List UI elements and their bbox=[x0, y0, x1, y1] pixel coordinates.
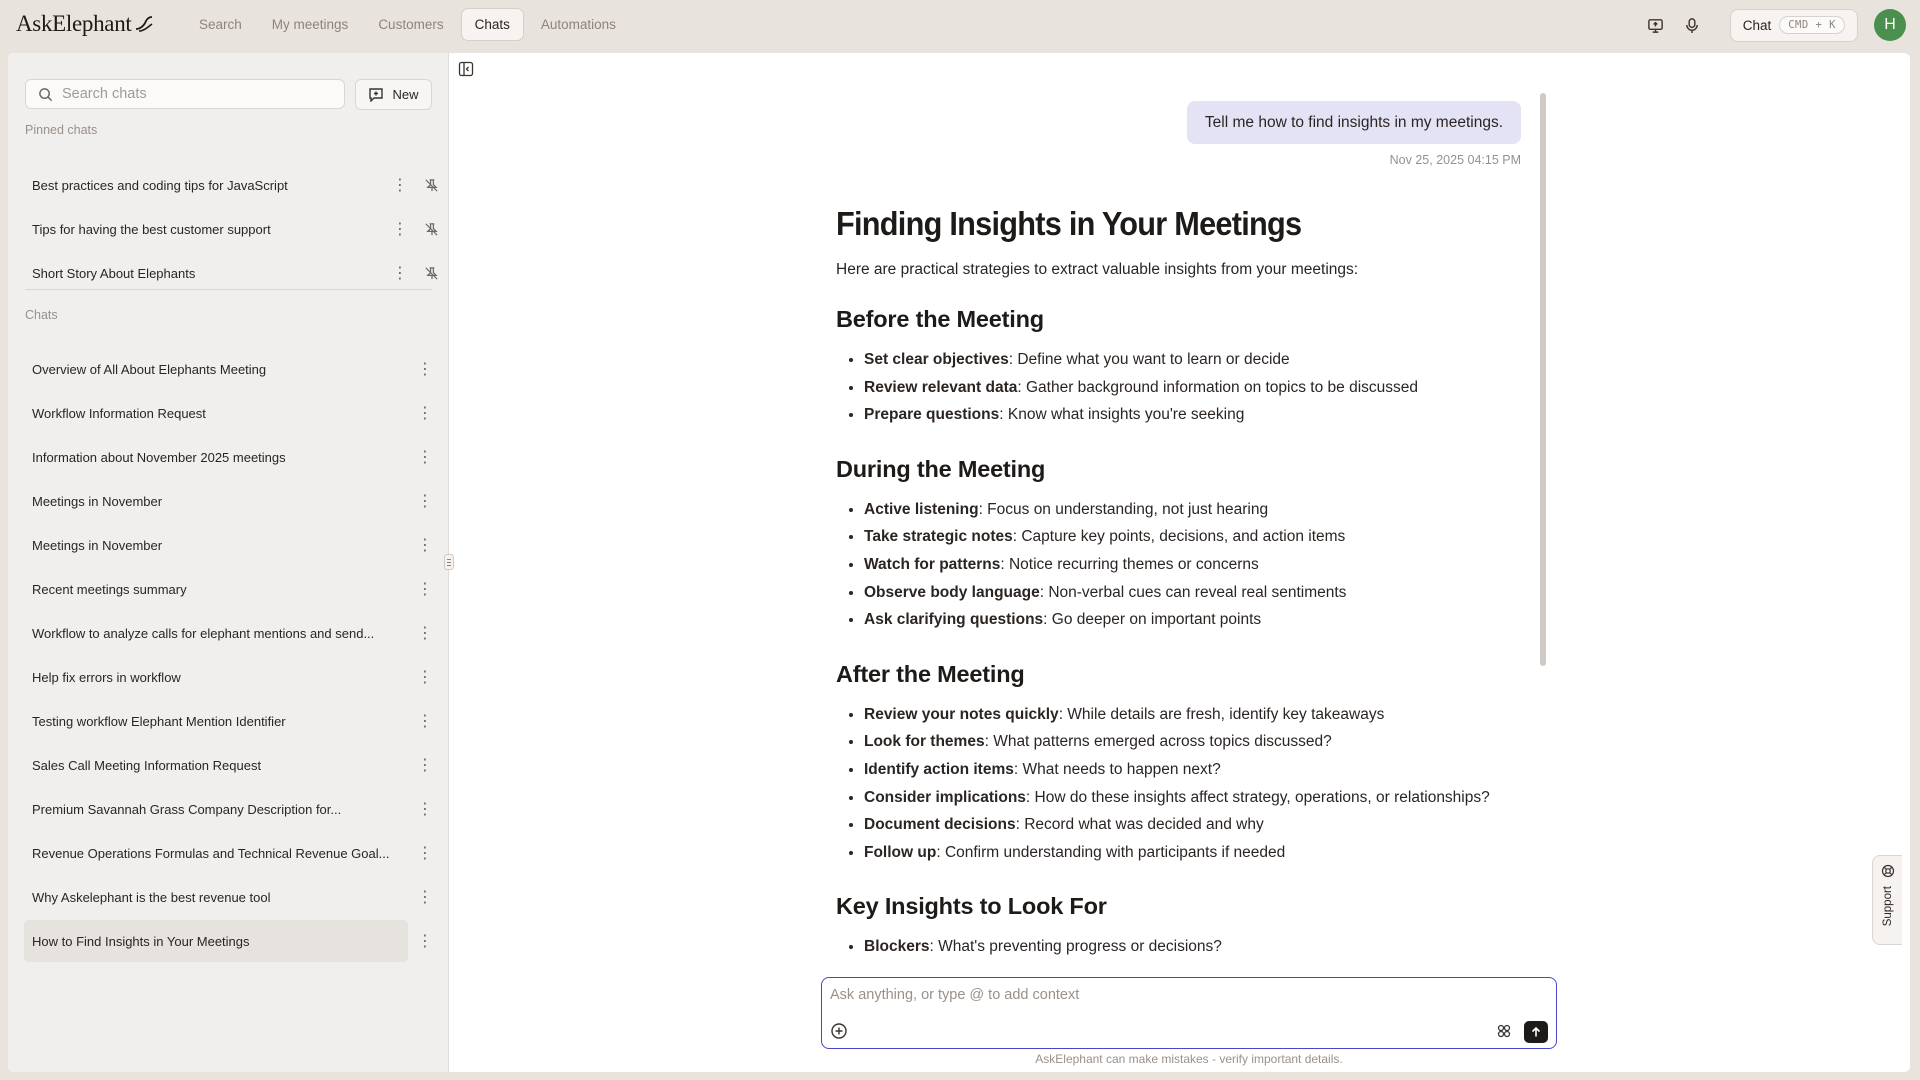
chat-list-item-selected[interactable] bbox=[24, 920, 432, 962]
ai-tools-icon[interactable] bbox=[1496, 1023, 1514, 1041]
chat-title: Sales Call Meeting Information Request bbox=[32, 757, 262, 773]
assistant-answer bbox=[836, 175, 1556, 961]
support-label: Support bbox=[1881, 886, 1894, 927]
nav-my-meetings[interactable]: My meetings bbox=[271, 17, 349, 32]
unpin-icon[interactable] bbox=[422, 219, 440, 239]
list-item: • Observe body language: Non-verbal cues can reveal real sentiments bbox=[864, 579, 1556, 607]
more-options-icon[interactable]: ⋮ bbox=[392, 265, 408, 282]
chat-shortcut-button[interactable] bbox=[1730, 9, 1858, 42]
chat-title: Help fix errors in workflow bbox=[32, 669, 181, 685]
search-icon bbox=[38, 87, 53, 102]
chat-title: Workflow Information Request bbox=[32, 405, 206, 421]
more-options-icon[interactable]: ⋮ bbox=[417, 933, 433, 950]
user-avatar[interactable]: H bbox=[1874, 9, 1906, 41]
keyboard-shortcut: CMD + K bbox=[1779, 16, 1845, 34]
more-options-icon[interactable]: ⋮ bbox=[417, 669, 433, 686]
section-heading: Key Insights to Look For bbox=[836, 893, 1107, 920]
user-message: Tell me how to find insights in my meetings. bbox=[1187, 101, 1521, 144]
bullet-list bbox=[836, 496, 1556, 634]
new-chat-button[interactable] bbox=[355, 79, 432, 110]
chat-list-item[interactable] bbox=[24, 788, 432, 830]
list-item: • Watch for patterns: Notice recurring themes or concerns bbox=[864, 551, 1556, 579]
support-tab[interactable] bbox=[1872, 855, 1902, 945]
chat-list-item[interactable] bbox=[24, 700, 432, 742]
chat-list-item[interactable] bbox=[24, 436, 432, 478]
list-item: • Review relevant data: Gather background information on topics to be discussed bbox=[864, 374, 1556, 402]
more-options-icon[interactable]: ⋮ bbox=[417, 713, 433, 730]
chat-title: Premium Savannah Grass Company Description for... bbox=[32, 801, 342, 817]
app-logo[interactable] bbox=[16, 11, 154, 37]
list-item: • Document decisions: Record what was decided and why bbox=[864, 811, 1556, 839]
nav-search[interactable]: Search bbox=[199, 17, 242, 32]
chat-sidebar bbox=[8, 53, 449, 1072]
chat-list-item[interactable] bbox=[24, 392, 432, 434]
add-context-icon[interactable] bbox=[830, 1022, 850, 1042]
list-item: • Prepare questions: Know what insights you're seeking bbox=[864, 401, 1556, 429]
list-item: • Review your notes quickly: While details are fresh, identify key takeaways bbox=[864, 701, 1556, 729]
pinned-chat-item[interactable] bbox=[24, 164, 432, 206]
answer-intro: Here are practical strategies to extract valuable insights from your meetings: bbox=[836, 261, 1359, 278]
chat-list-item[interactable] bbox=[24, 480, 432, 522]
more-options-icon[interactable]: ⋮ bbox=[392, 177, 408, 194]
elephant-trunk-icon bbox=[134, 14, 154, 34]
pinned-chat-item[interactable] bbox=[24, 208, 432, 250]
list-item: • Ask clarifying questions: Go deeper on important points bbox=[864, 606, 1556, 634]
chat-list-item[interactable] bbox=[24, 876, 432, 918]
support-icon bbox=[1881, 864, 1895, 878]
section-heading: Before the Meeting bbox=[836, 306, 1044, 332]
bullet-list bbox=[836, 701, 1556, 867]
chats-heading: Chats bbox=[25, 308, 58, 322]
main-nav bbox=[186, 8, 629, 41]
chat-list-item[interactable] bbox=[24, 612, 432, 654]
list-item: • Active listening: Focus on understanding, not just hearing bbox=[864, 496, 1556, 524]
chat-title: Revenue Operations Formulas and Technical Revenue Goal... bbox=[32, 845, 390, 861]
list-item: • Identify action items: What needs to happen next? bbox=[864, 756, 1556, 784]
chat-list-item[interactable] bbox=[24, 656, 432, 698]
search-chats-input[interactable] bbox=[62, 86, 322, 102]
chat-title: Workflow to analyze calls for elephant mentions and send... bbox=[32, 625, 375, 641]
chat-title: Meetings in November bbox=[32, 537, 163, 553]
nav-automations[interactable]: Automations bbox=[540, 17, 616, 32]
more-options-icon[interactable]: ⋮ bbox=[417, 889, 433, 906]
list-item: • Follow up: Confirm understanding with participants if needed bbox=[864, 839, 1556, 867]
chat-title: Why Askelephant is the best revenue tool bbox=[32, 889, 271, 905]
more-options-icon[interactable]: ⋮ bbox=[417, 537, 433, 554]
message-timestamp: Nov 25, 2025 04:15 PM bbox=[1389, 153, 1521, 167]
chat-list-item[interactable] bbox=[24, 832, 432, 874]
top-right-controls bbox=[1638, 8, 1906, 42]
sidebar-divider bbox=[25, 289, 432, 290]
more-options-icon[interactable]: ⋮ bbox=[392, 221, 408, 238]
chat-title: How to Find Insights in Your Meetings bbox=[32, 933, 250, 949]
list-item: • Blockers: What's preventing progress or decisions? bbox=[864, 933, 1556, 961]
top-bar bbox=[0, 0, 1920, 50]
chat-title: Recent meetings summary bbox=[32, 581, 187, 597]
nav-customers[interactable]: Customers bbox=[378, 17, 444, 32]
more-options-icon[interactable]: ⋮ bbox=[417, 625, 433, 642]
new-chat-label: New bbox=[392, 87, 419, 102]
chat-title: Short Story About Elephants bbox=[32, 265, 196, 281]
more-options-icon[interactable]: ⋮ bbox=[417, 449, 433, 466]
chat-main bbox=[450, 53, 1910, 1072]
section-heading: During the Meeting bbox=[836, 455, 1046, 482]
chat-title: Overview of All About Elephants Meeting bbox=[32, 361, 267, 377]
disclaimer-text: AskElephant can make mistakes - verify important details. bbox=[1035, 1052, 1343, 1066]
arrow-up-icon bbox=[1530, 1026, 1542, 1038]
chat-list-item[interactable] bbox=[24, 568, 432, 610]
new-chat-icon bbox=[368, 87, 384, 102]
list-item: • Set clear objectives: Define what you want to learn or decide bbox=[864, 346, 1556, 374]
unpin-icon[interactable] bbox=[422, 263, 440, 283]
chat-title: Tips for having the best customer support bbox=[32, 221, 271, 237]
pinned-chats-heading: Pinned chats bbox=[25, 123, 98, 137]
chat-button-label: Chat bbox=[1742, 17, 1772, 33]
answer-title: Finding Insights in Your Meetings bbox=[836, 205, 1302, 242]
message-composer[interactable] bbox=[821, 977, 1557, 1049]
more-options-icon[interactable]: ⋮ bbox=[417, 801, 433, 818]
chat-list-item[interactable] bbox=[24, 348, 432, 390]
list-item: • Look for themes: What patterns emerged across topics discussed? bbox=[864, 728, 1556, 756]
more-options-icon[interactable]: ⋮ bbox=[417, 361, 433, 378]
more-options-icon[interactable]: ⋮ bbox=[417, 757, 433, 774]
chat-list-item[interactable] bbox=[24, 524, 432, 566]
list-item: • Consider implications: How do these insights affect strategy, operations, or relationships? bbox=[864, 784, 1556, 812]
screen-share-icon[interactable] bbox=[1638, 8, 1674, 42]
chat-title: Meetings in November bbox=[32, 493, 163, 509]
chat-list-item[interactable] bbox=[24, 744, 432, 786]
more-options-icon[interactable]: ⋮ bbox=[417, 581, 433, 598]
list-item: • Take strategic notes: Capture key points, decisions, and action items bbox=[864, 523, 1556, 551]
chat-title: Testing workflow Elephant Mention Identifier bbox=[32, 713, 286, 729]
bullet-list bbox=[836, 933, 1556, 961]
composer-input[interactable] bbox=[830, 987, 1530, 1003]
logo-text: AskElephant bbox=[16, 11, 132, 36]
more-options-icon[interactable]: ⋮ bbox=[417, 845, 433, 862]
section-heading: After the Meeting bbox=[836, 660, 1025, 687]
nav-chats[interactable]: Chats bbox=[461, 8, 524, 41]
chat-title: Best practices and coding tips for JavaScript bbox=[32, 177, 288, 193]
app-frame bbox=[8, 53, 1910, 1072]
unpin-icon[interactable] bbox=[422, 175, 440, 195]
collapse-sidebar-icon[interactable] bbox=[458, 61, 476, 79]
search-chats-box[interactable] bbox=[25, 79, 345, 109]
send-button[interactable] bbox=[1524, 1021, 1548, 1043]
more-options-icon[interactable]: ⋮ bbox=[417, 405, 433, 422]
bullet-list bbox=[836, 346, 1556, 429]
microphone-icon[interactable] bbox=[1674, 8, 1710, 42]
pinned-chat-item[interactable] bbox=[24, 252, 432, 294]
more-options-icon[interactable]: ⋮ bbox=[417, 493, 433, 510]
chat-title: Information about November 2025 meetings bbox=[32, 449, 286, 465]
